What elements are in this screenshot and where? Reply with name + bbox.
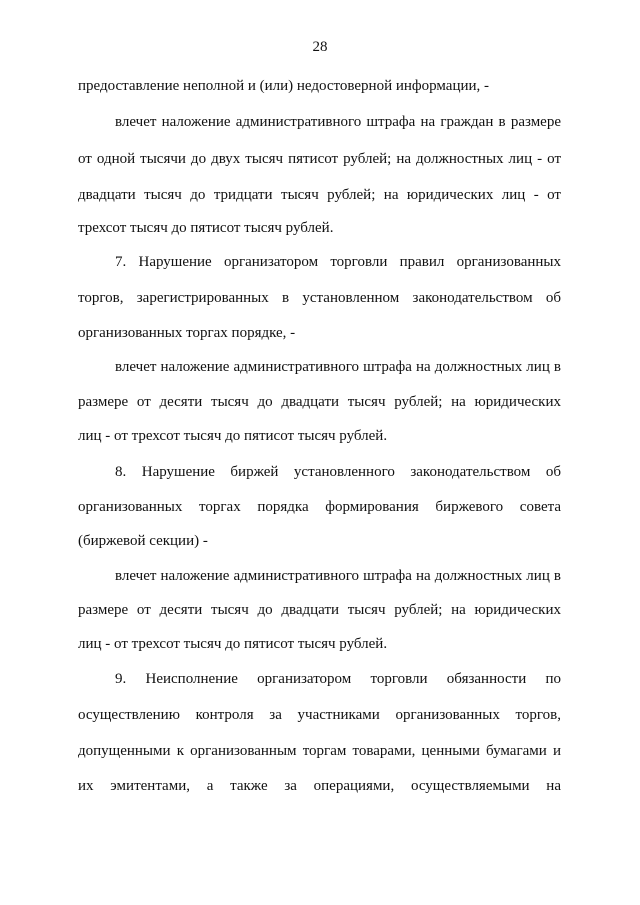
text-line: трехсот тысяч до пятисот тысяч рублей. [78,220,334,236]
text-line: предоставление неполной и (или) недостоверной информации, - [78,78,490,94]
text-line: 7. Нарушение организатором торговли правил организованных [115,254,561,270]
text-line: допущенными к организованным торгам товарами, ценными бумагами и [78,743,561,759]
text-line: (биржевой секции) - [78,533,208,549]
page-number: 28 [312,39,328,55]
text-line: 9. Неисполнение организатором торговли обязанности по [115,671,561,687]
text-line: размере от десяти тысяч до двадцати тысяч рублей; на юридических [78,602,561,618]
text-line: размере от десяти тысяч до двадцати тысяч рублей; на юридических [78,394,561,410]
text-line: влечет наложение административного штрафа на должностных лиц в [115,568,561,584]
text-line: влечет наложение административного штрафа на граждан в размере [115,114,561,130]
text-line: двадцати тысяч до тридцати тысяч рублей; на юридических лиц - от [78,187,561,203]
text-line: торгов, зарегистрированных в установленном законодательством об [78,290,561,306]
text-line: лиц - от трехсот тысяч до пятисот тысяч рублей. [78,428,388,444]
text-line: организованных торгах порядка формирования биржевого совета [78,499,561,515]
text-line: 8. Нарушение биржей установленного законодательством об [115,464,561,480]
text-line: от одной тысячи до двух тысяч пятисот рублей; на должностных лиц - от [78,151,561,167]
text-line: влечет наложение административного штрафа на должностных лиц в [115,359,561,375]
text-line: осуществлению контроля за участниками организованных торгов, [78,707,561,723]
text-line: лиц - от трехсот тысяч до пятисот тысяч рублей. [78,636,388,652]
text-line: их эмитентами, а также за операциями, осуществляемыми на [78,778,561,794]
text-line: организованных торгах порядке, - [78,325,296,341]
